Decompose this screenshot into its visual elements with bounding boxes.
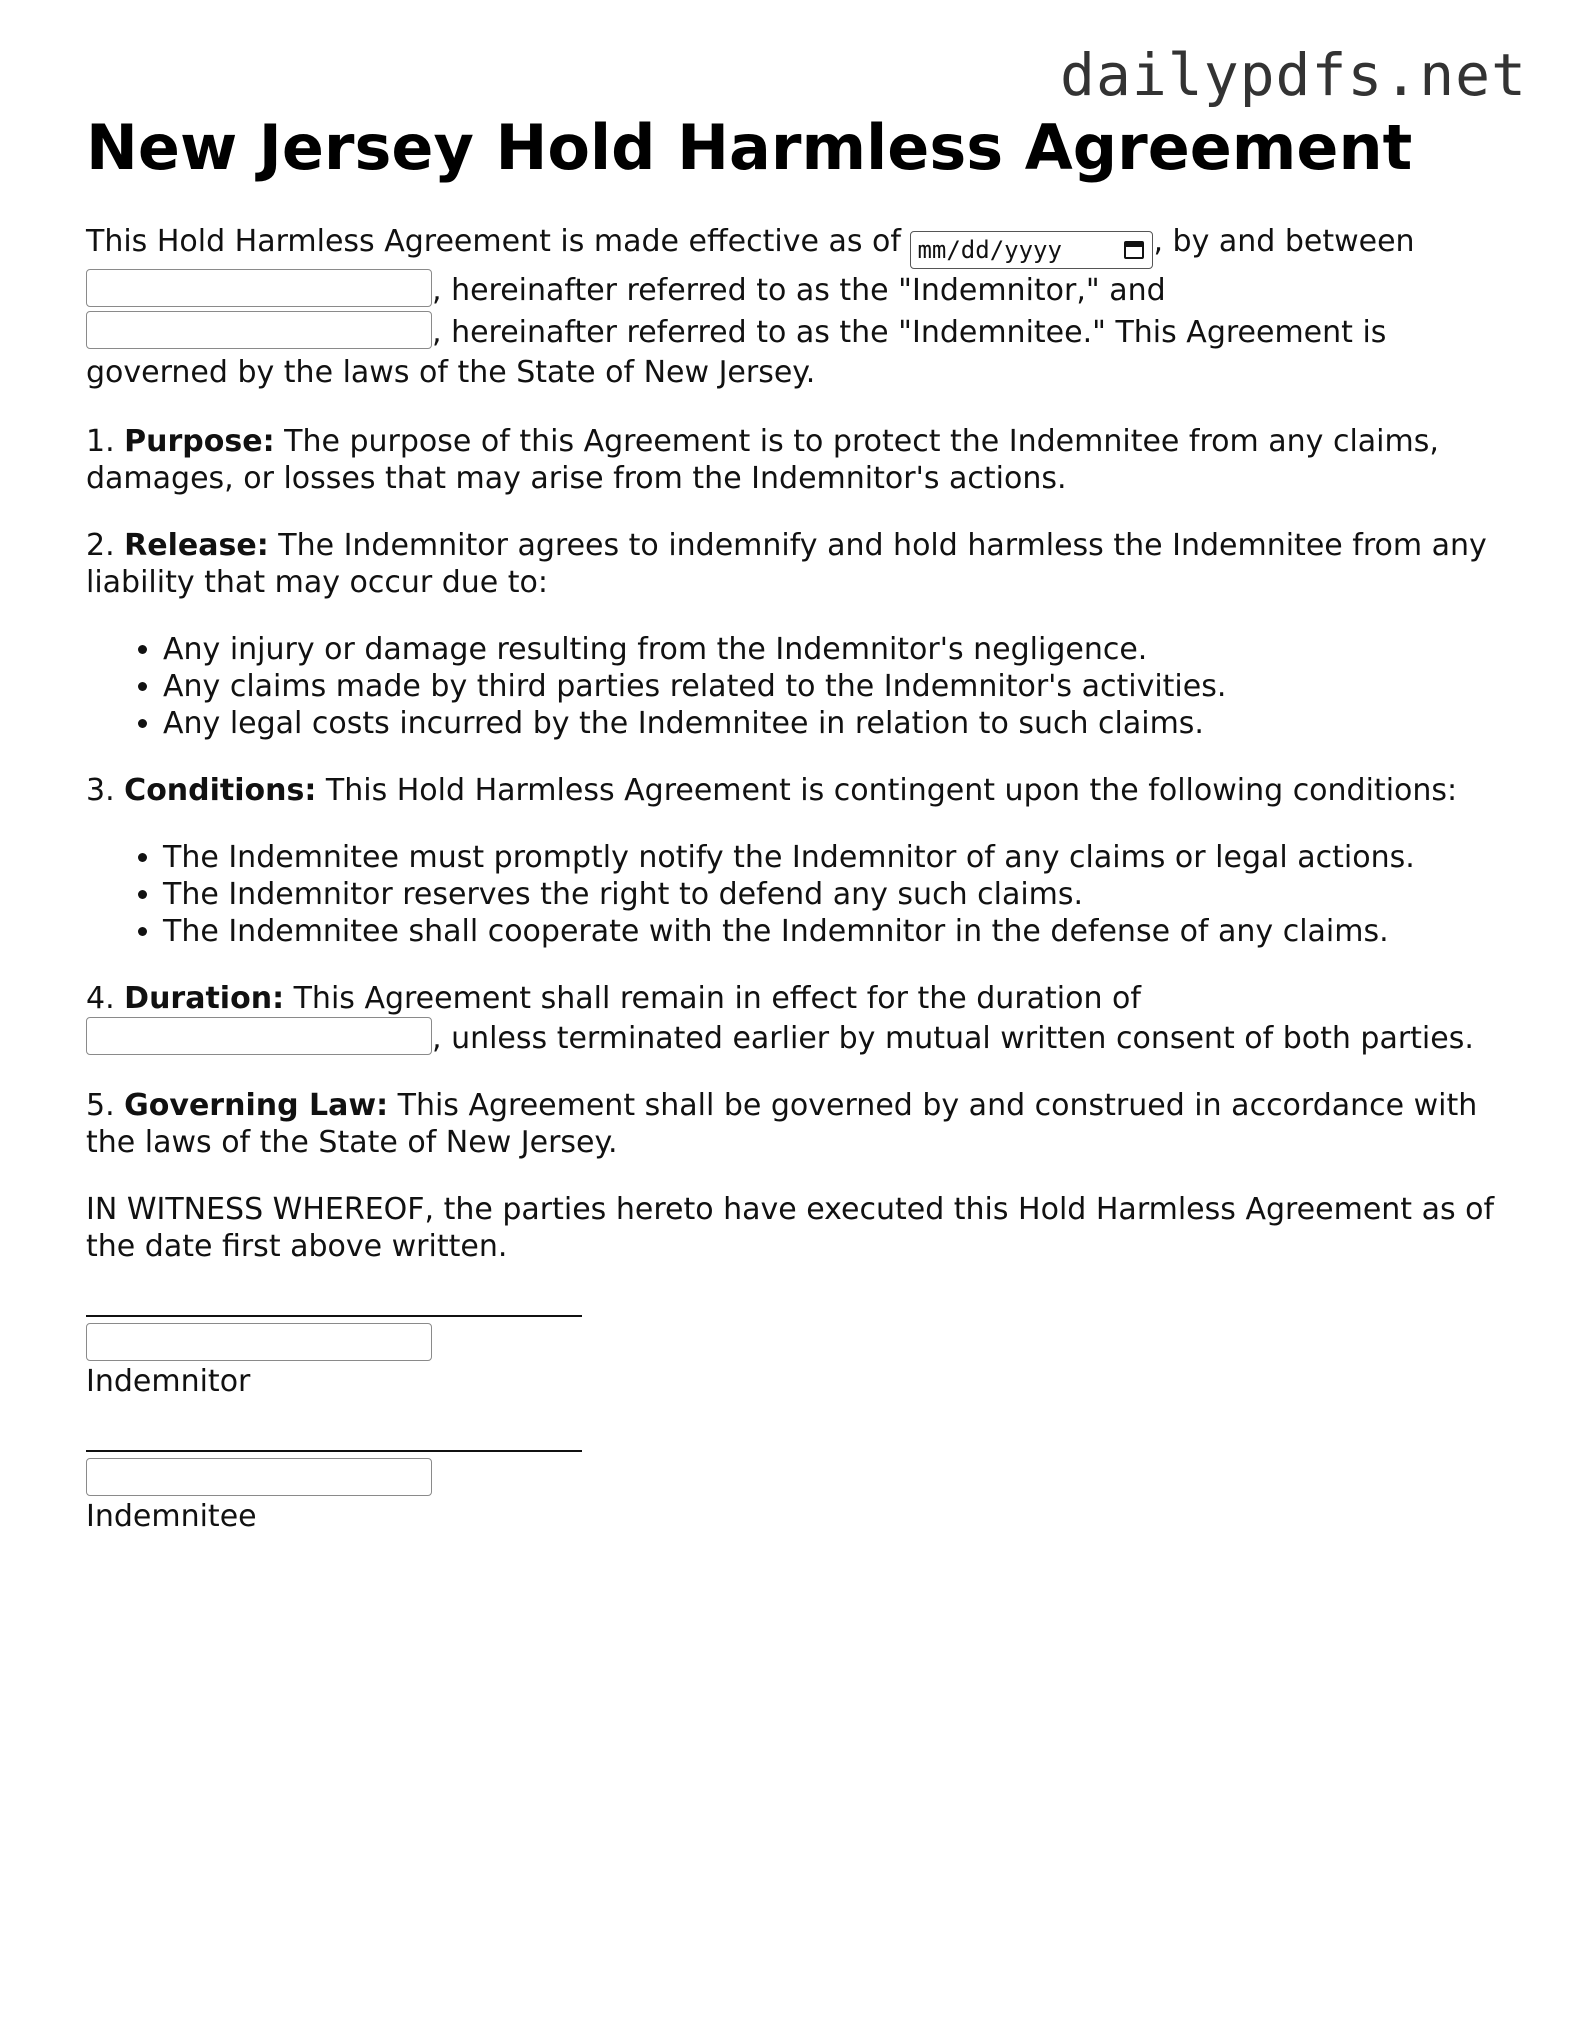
list-item: • Any claims made by third parties related to the Indemnitor's activities.	[163, 668, 1496, 705]
signature-block-indemnitee	[86, 1450, 1496, 1535]
indemnitor-signature-input[interactable]	[86, 1323, 432, 1361]
section-text: The purpose of this Agreement is to protect the Indemnitee from any claims, damages, or losses that may arise from the Indemnitor's actions.	[86, 424, 1439, 496]
document-page	[86, 112, 1496, 1535]
indemnitor-name-input[interactable]	[86, 269, 432, 307]
intro-text-3: , hereinafter referred to as the "Indemnitor," and	[432, 273, 1166, 308]
section-heading: Release:	[124, 528, 269, 563]
section-conditions	[86, 772, 1496, 809]
intro-text-2: , by and between	[1153, 224, 1415, 259]
section-number: 3.	[86, 773, 125, 808]
list-item: • The Indemnitor reserves the right to defend any such claims.	[163, 876, 1496, 913]
list-item: • The Indemnitee shall cooperate with the Indemnitor in the defense of any claims.	[163, 913, 1496, 950]
watermark: dailypdfs.net	[1060, 41, 1527, 109]
intro-paragraph	[86, 222, 1496, 393]
list-item: • Any injury or damage resulting from the Indemnitor's negligence.	[163, 631, 1496, 668]
section-heading: Duration:	[124, 981, 285, 1016]
section-duration	[86, 980, 1496, 1057]
intro-text-4: , hereinafter referred to as the "Indemnitee." This Agreement is governed by the laws of the State of New Jersey.	[86, 315, 1387, 390]
signature-role-label: Indemnitee	[86, 1499, 257, 1534]
section-text: The Indemnitor agrees to indemnify and hold harmless the Indemnitee from any liability that may occur due to:	[86, 528, 1487, 600]
list-item: • Any legal costs incurred by the Indemnitee in relation to such claims.	[163, 705, 1496, 742]
section-text-after: , unless terminated earlier by mutual written consent of both parties.	[432, 1021, 1474, 1056]
section-number: 5.	[86, 1088, 125, 1123]
signature-block-indemnitor	[86, 1315, 1496, 1400]
section-number: 4.	[86, 981, 125, 1016]
witness-paragraph: IN WITNESS WHEREOF, the parties hereto have executed this Hold Harmless Agreement as of the date first above written.	[86, 1192, 1495, 1264]
release-list	[86, 631, 1496, 742]
section-heading: Conditions:	[124, 773, 317, 808]
section-purpose	[86, 423, 1496, 497]
page-title: New Jersey Hold Harmless Agreement	[86, 111, 1413, 184]
effective-date-input[interactable]	[910, 231, 1153, 269]
signature-role-label: Indemnitor	[86, 1364, 251, 1399]
signature-line	[86, 1450, 582, 1452]
section-release	[86, 527, 1496, 601]
section-heading: Governing Law:	[124, 1088, 389, 1123]
indemnitee-signature-input[interactable]	[86, 1458, 432, 1496]
section-text: This Hold Harmless Agreement is contingent upon the following conditions:	[316, 773, 1458, 808]
date-placeholder: mm/dd/yyyy	[917, 236, 1062, 264]
section-number: 1.	[86, 424, 125, 459]
duration-input[interactable]	[86, 1017, 432, 1055]
section-heading: Purpose:	[124, 424, 275, 459]
section-text: This Agreement shall remain in effect for the duration of	[284, 981, 1141, 1016]
calendar-icon[interactable]	[1124, 241, 1144, 259]
list-item: • The Indemnitee must promptly notify the Indemnitor of any claims or legal actions.	[163, 839, 1496, 876]
indemnitee-name-input[interactable]	[86, 311, 432, 349]
intro-text-1: This Hold Harmless Agreement is made effective as of	[86, 224, 911, 259]
section-text: This Agreement shall be governed by and construed in accordance with the laws of the State of New Jersey.	[86, 1088, 1478, 1160]
conditions-list	[86, 839, 1496, 950]
section-number: 2.	[86, 528, 125, 563]
section-governing-law	[86, 1087, 1496, 1161]
signature-line	[86, 1315, 582, 1317]
